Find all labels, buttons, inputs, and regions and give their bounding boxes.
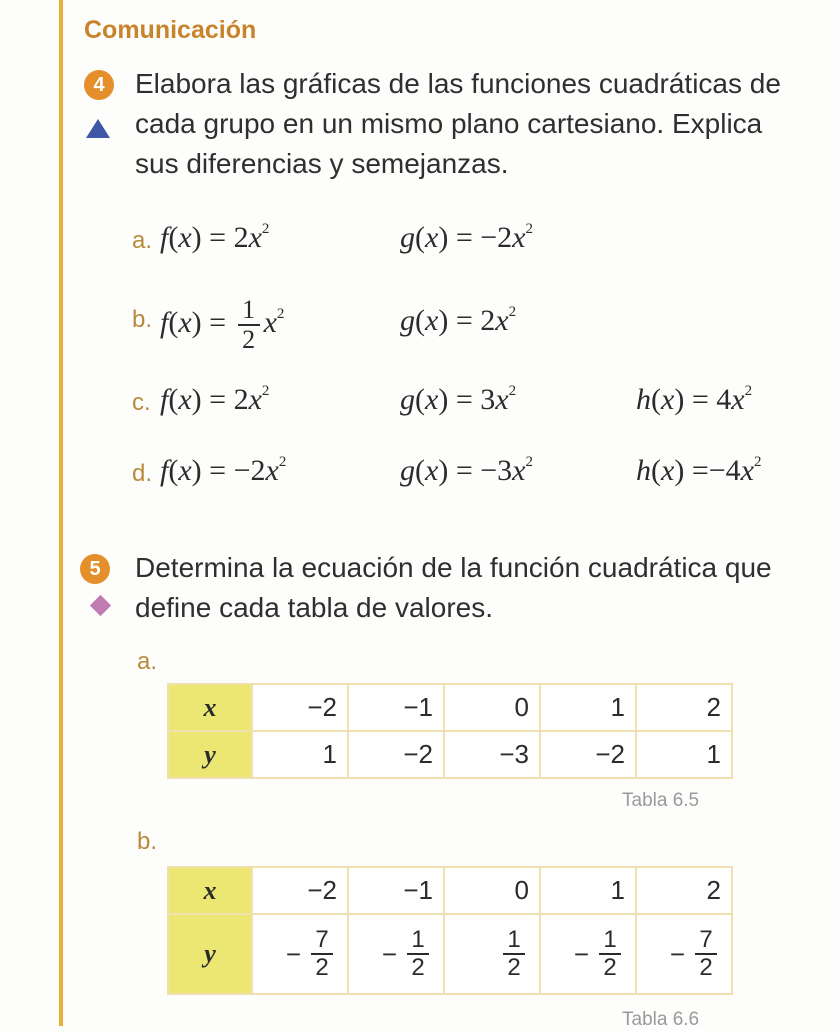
item-d-f: $f(x) = -2x^2$	[160, 454, 287, 487]
item-c-f: $f(x) = 2x^2$	[160, 383, 270, 416]
section-title: Comunicación	[84, 16, 257, 44]
table-row: y − $\frac{7}{2}$ − $\frac{1}{2}$ $\frac{1}{2}$ − $\frac{1}{2}$ − $\frac{7}{2}$	[168, 914, 732, 994]
fraction-cell: − $\frac{1}{2}$	[574, 927, 625, 981]
table-a-letter: a.	[137, 648, 158, 675]
margin-rule	[59, 0, 63, 1026]
table-row: x −2 −1 0 1 2	[168, 867, 732, 914]
fraction-cell: − $\frac{1}{2}$	[382, 927, 433, 981]
item-c-h: $h(x) = 4x^2$	[636, 383, 753, 416]
item-b: b.	[132, 306, 153, 333]
item-a-f: $f(x) = 2x^2$	[160, 221, 270, 254]
values-table-a	[167, 683, 733, 779]
exercise-4-text: Elabora las gráficas de las funciones cuadráticas de cada grupo en un mismo plano cartesiano. Explica sus diferencias y semejanzas.	[135, 68, 781, 179]
item-c: c.	[132, 389, 151, 416]
item-d-h: $h(x) =-4x^2$	[636, 454, 762, 487]
exercise-5-text: Determina la ecuación de la función cuadrática que define cada tabla de valores.	[135, 552, 772, 623]
item-b-g: $g(x) = 2x^2$	[400, 304, 517, 337]
table-b-caption: Tabla 6.6	[622, 1009, 700, 1030]
item-a: a.	[132, 227, 153, 254]
item-d-g: $g(x) = -3x^2$	[400, 454, 533, 487]
table-row: x −2 −1 0 1 2	[168, 684, 732, 731]
table-a-caption: Tabla 6.5	[622, 790, 700, 811]
exercise-5-badge: 5	[80, 554, 110, 584]
values-table-b	[167, 866, 733, 995]
fraction-cell: $\frac{1}{2}$	[493, 927, 529, 981]
item-b-f: f(x) = $\frac{1}{2}$ $x^2$	[160, 295, 285, 354]
triangle-icon	[86, 119, 110, 138]
table-b-letter: b.	[137, 828, 158, 855]
item-c-g: $g(x) = 3x^2$	[400, 383, 517, 416]
item-d: d.	[132, 460, 153, 487]
fraction-cell: − $\frac{7}{2}$	[670, 927, 721, 981]
exercise-4-badge: 4	[84, 70, 114, 100]
table-row: y 1 −2 −3 −2 1	[168, 731, 732, 778]
item-a-g: $g(x) = -2x^2$	[400, 221, 533, 254]
fraction-cell: − $\frac{7}{2}$	[286, 927, 337, 981]
diamond-icon	[90, 595, 111, 616]
